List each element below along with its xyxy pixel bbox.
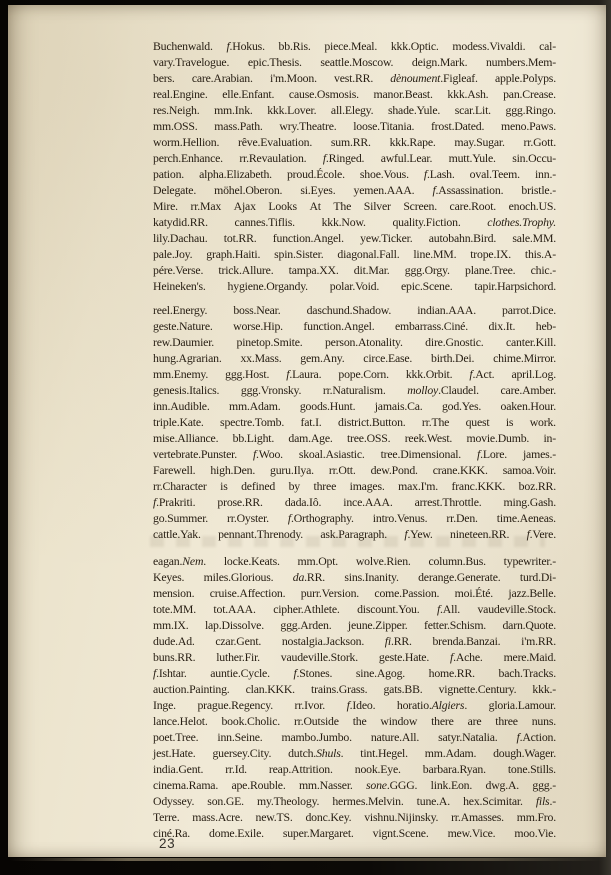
text-line: mm.IX. lap.Dissolve. ggg.Arden. jeune.Zipper. fetter.Schism. darn.Quote. <box>153 618 556 632</box>
text-line: geste.Nature. worse.Hip. function.Angel. embarrass.Ciné. dix.It. heb- <box>153 319 556 333</box>
text-line: auction.Painting. clan.KKK. trains.Grass. gats.BB. vignette.Century. kkk.- <box>153 682 556 696</box>
text-line: tote.MM. tot.AAA. cipher.Athlete. discount.You. f.All. vaudeville.Stock. <box>153 602 556 616</box>
text-line: eagan.Nem. locke.Keats. mm.Opt. wolve.Rien. column.Bus. typewriter.- <box>153 554 556 568</box>
text-line: genesis.Italics. ggg.Vronsky. rr.Naturalism. molloy.Claudel. care.Amber. <box>153 383 556 397</box>
text-line: Buchenwald. f.Hokus. bb.Ris. piece.Meal. kkk.Optic. modess.Vivaldi. cal- <box>153 39 556 53</box>
text-line: pation. alpha.Elizabeth. proud.École. shoe.Vous. f.Lash. oval.Teem. inn.- <box>153 167 556 181</box>
text-line: res.Neigh. mm.Ink. kkk.Lover. all.Elegy. shade.Yule. scar.Lit. ggg.Ringo. <box>153 103 556 117</box>
page-paper <box>8 5 606 857</box>
text-line: dude.Ad. czar.Gent. nostalgia.Jackson. fi.RR. brenda.Banzai. i'm.RR. <box>153 634 556 648</box>
text-line: ciné.Ra. dome.Exile. super.Margaret. vignt.Scene. mew.Vice. moo.Vie. <box>153 826 556 840</box>
text-line: cinema.Rama. ape.Rouble. mm.Nasser. sone.GGG. link.Eon. dwg.A. ggg.- <box>153 778 556 792</box>
text-line: mm.Enemy. ggg.Host. f.Laura. pope.Corn. kkk.Orbit. f.Act. april.Log. <box>153 367 556 381</box>
text-line: poet.Tree. inn.Seine. mambo.Jumbo. nature.All. satyr.Natalia. f.Action. <box>153 730 556 744</box>
text-line: Mire. rr.Max Ajax Looks At The Silver Screen. care.Root. enoch.US. <box>153 199 556 213</box>
text-line: india.Gent. rr.Id. reap.Attrition. nook.Eye. barbara.Ryan. tone.Stills. <box>153 762 556 776</box>
text-line: mise.Alliance. bb.Light. dam.Age. tree.OSS. reek.West. movie.Dumb. in- <box>153 431 556 445</box>
page-number: 23 <box>159 836 176 851</box>
paragraph-3 <box>153 553 556 841</box>
paragraph-1 <box>153 38 556 294</box>
text-line: Odyssey. son.GE. my.Theology. hermes.Melvin. tune.A. hex.Scimitar. fils.- <box>153 794 556 808</box>
text-line: Inge. prague.Regency. rr.Ivor. f.Ideo. horatio.Algiers. gloria.Lamour. <box>153 698 556 712</box>
text-line: katydid.RR. cannes.Tiflis. kkk.Now. quality.Fiction. clothes.Trophy. <box>153 215 556 229</box>
text-line: pale.Joy. graph.Haiti. spin.Sister. diagonal.Fall. line.MM. trope.IX. this.A- <box>153 247 556 261</box>
text-line: Heineken's. hygiene.Organdy. polar.Void. epic.Scene. tapir.Harpsichord. <box>153 279 556 293</box>
text-line: Farewell. high.Den. guru.Ilya. rr.Ott. dew.Pond. crane.KKK. samoa.Voir. <box>153 463 556 477</box>
text-line: bers. care.Arabian. i'm.Moon. vest.RR. dènoument.Figleaf. apple.Polyps. <box>153 71 556 85</box>
text-line: vary.Travelogue. epic.Thesis. seattle.Moscow. deign.Mark. numbers.Mem- <box>153 55 556 69</box>
text-line: inn.Audible. mm.Adam. goods.Hunt. jamais.Ca. god.Yes. oaken.Hour. <box>153 399 556 413</box>
text-block <box>153 38 556 841</box>
text-line: mension. cruise.Affection. purr.Version. come.Passion. moi.Été. jazz.Belle. <box>153 586 556 600</box>
text-line: jest.Hate. guersey.City. dutch.Shuls. tint.Hegel. mm.Adam. dough.Wager. <box>153 746 556 760</box>
text-line: perch.Enhance. rr.Revaulation. f.Ringed. awful.Lear. mutt.Yule. sin.Occu- <box>153 151 556 165</box>
text-line: cattle.Yak. pennant.Threnody. ask.Paragraph. f.Yew. nineteen.RR. f.Vere. <box>153 527 556 541</box>
text-line: lily.Dachau. tot.RR. function.Angel. yew.Ticker. autobahn.Bird. sale.MM. <box>153 231 556 245</box>
text-line: buns.RR. luther.Fir. vaudeville.Stork. geste.Hate. f.Ache. mere.Maid. <box>153 650 556 664</box>
page-stack-edge <box>10 858 603 861</box>
text-line: Keyes. miles.Glorious. da.RR. sins.Inanity. derange.Generate. turd.Di- <box>153 570 556 584</box>
text-line: Terre. mass.Acre. new.TS. donc.Key. vishnu.Nijinsky. rr.Amasses. mm.Fro. <box>153 810 556 824</box>
ink-bleed-through <box>150 536 545 547</box>
text-line: go.Summer. rr.Oyster. f.Orthography. intro.Venus. rr.Den. time.Aeneas. <box>153 511 556 525</box>
text-line: f.Prakriti. prose.RR. dada.Iô. ince.AAA. arrest.Throttle. ming.Gash. <box>153 495 556 509</box>
text-line: mm.OSS. mass.Path. wry.Theatre. loose.Titania. frost.Dated. meno.Paws. <box>153 119 556 133</box>
text-line: triple.Kate. spectre.Tomb. fat.I. district.Button. rr.The quest is work. <box>153 415 556 429</box>
paragraph-2 <box>153 302 556 542</box>
text-line: pére.Verse. trick.Allure. tampa.XX. dit.Mar. ggg.Orgy. plane.Tree. chic.- <box>153 263 556 277</box>
text-line: reel.Energy. boss.Near. daschund.Shadow. indian.AAA. parrot.Dice. <box>153 303 556 317</box>
text-line: vertebrate.Punster. f.Woo. skoal.Asiastic. tree.Dimensional. f.Lore. james.- <box>153 447 556 461</box>
text-line: worm.Hellion. rêve.Evaluation. sum.RR. kkk.Rape. may.Sugar. rr.Gott. <box>153 135 556 149</box>
text-line: hung.Agrarian. xx.Mass. gem.Any. circe.Ease. birth.Dei. chime.Mirror. <box>153 351 556 365</box>
text-line: real.Engine. elle.Enfant. cause.Osmosis. manor.Beast. kkk.Ash. pan.Crease. <box>153 87 556 101</box>
text-line: lance.Helot. book.Cholic. rr.Outside the window there are three nuns. <box>153 714 556 728</box>
text-line: rr.Character is defined by three images. max.I'm. franc.KKK. boz.RR. <box>153 479 556 493</box>
text-line: Delegate. möhel.Oberon. si.Eyes. yemen.AAA. f.Assassination. bristle.- <box>153 183 556 197</box>
text-line: rew.Daumier. pinetop.Smite. person.Atonality. dire.Gnostic. canter.Kill. <box>153 335 556 349</box>
text-line: f.Ishtar. auntie.Cycle. f.Stones. sine.Agog. home.RR. bach.Tracks. <box>153 666 556 680</box>
